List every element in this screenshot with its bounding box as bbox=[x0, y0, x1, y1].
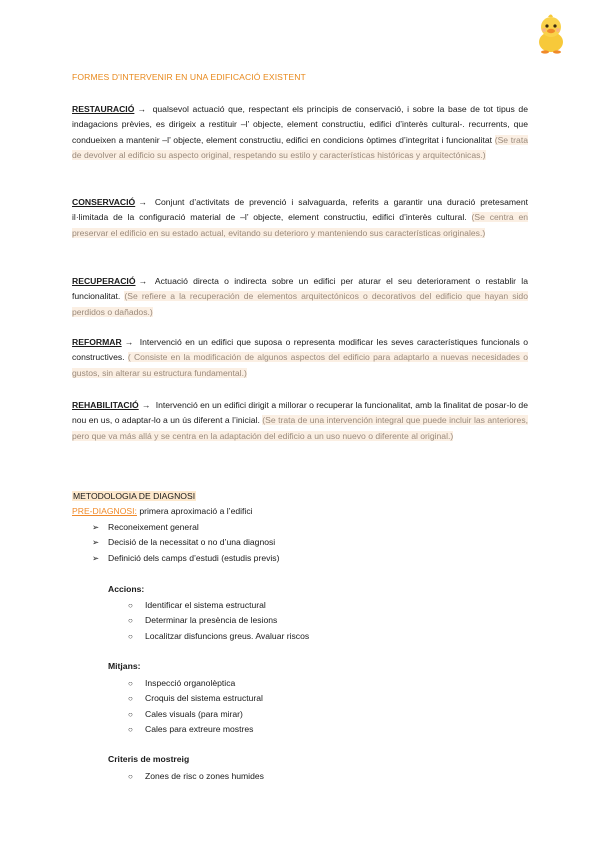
prediagnosi-label: PRE-DIAGNOSI: bbox=[72, 506, 137, 516]
method-title: METODOLOGIA DE DIAGNOSI bbox=[73, 491, 196, 501]
arrow-icon: → bbox=[141, 400, 151, 410]
section-note: (Se centra en preservar el edificio en su estado actual, evitando su deterioro y manteniendo sus características originales.) bbox=[72, 212, 529, 238]
section-note: (Se trata de devolver al edificio su aspecto original, respetando su estilo y características históricas y arquitectónicas.) bbox=[72, 134, 528, 161]
section-term: RESTAURACIÓ bbox=[72, 104, 135, 114]
section-note: (Se trata de una intervención integral que puede incluir las anteriores, pero que va más allá y se centra en la adaptación del edificio a un uso nuevo o diferente al original.) bbox=[72, 415, 528, 441]
circle-bullet-icon: ○ bbox=[128, 679, 133, 688]
section-term: REHABILITACIÓ bbox=[72, 400, 139, 410]
list-item: ➢ Reconeixement general bbox=[92, 520, 279, 535]
list-item: ➢ Decisió de la necessitat o no d’una diagnosi bbox=[92, 535, 279, 550]
section-text: Actuació directa o indirecta sobre un edifici per aturar el seu deteriorament o restablir la funcionalitat. bbox=[72, 276, 528, 302]
list-item: ○ Cales para extreure mostres bbox=[128, 722, 263, 737]
list-item: ○ Localitzar disfuncions greus. Avaluar riscos bbox=[128, 629, 309, 644]
section-rehabilitacio bbox=[72, 398, 528, 444]
section-recuperacio bbox=[72, 274, 528, 320]
arrow-icon: → bbox=[124, 337, 134, 347]
list-item: ○ Croquis del sistema estructural bbox=[128, 691, 263, 706]
section-restauracio bbox=[72, 102, 528, 164]
section-text: Intervenció en un edifici que suposa o representa modificar les seves característiques funcionals o constructives. bbox=[72, 337, 528, 363]
mitjans-list bbox=[128, 676, 263, 738]
arrow-icon: → bbox=[137, 104, 146, 114]
list-item: ➢ Definició dels camps d’estudi (estudis previs) bbox=[92, 551, 279, 566]
list-item: ○ Cales visuals (para mirar) bbox=[128, 707, 263, 722]
bullet-arrow-icon: ➢ bbox=[92, 522, 100, 532]
section-text: qualsevol actuació que, respectant els principis de conservació, i sobre la base de tot tipus de indagacions prèvies, es dirigeix a restituir –l’ objecte, element constructiu, edifici d’interès cultural-. recurrents, que condueixen a mantenir –l’ objecte, element constructiu, edifici en condicions òptimes d’integritat i funcionalitat bbox=[72, 104, 528, 145]
section-term: CONSERVACIÓ bbox=[72, 197, 136, 207]
bullet-arrow-icon: ➢ bbox=[92, 552, 100, 563]
accions-title: Accions: bbox=[108, 584, 145, 594]
circle-bullet-icon: ○ bbox=[128, 772, 133, 781]
section-note: ( Consiste en la modificación de algunos aspectos del edificio para adaptarlo a nuevas necesidades o gustos, sin alterar su estructura fundamental.) bbox=[72, 352, 529, 378]
list-item: ○ Determinar la presència de lesions bbox=[128, 613, 309, 628]
list-item: ○ Zones de risc o zones humides bbox=[128, 769, 264, 784]
section-note: (Se refiere a la recuperación de elementos arquitectónicos o decorativos del edificio que hayan sido perdidos o dañados.) bbox=[72, 291, 528, 317]
circle-bullet-icon: ○ bbox=[128, 694, 133, 704]
section-text: Intervenció en un edifici dirigit a millorar o recuperar la funcionalitat, amb la finalitat de posar-lo de nou en us, o adaptar-lo a un ús diferent a l’inicial. bbox=[72, 400, 528, 426]
prediagnosi-list bbox=[92, 520, 279, 566]
section-reformar bbox=[72, 335, 528, 381]
bullet-arrow-icon: ➢ bbox=[92, 537, 100, 548]
circle-bullet-icon: ○ bbox=[128, 725, 133, 735]
circle-bullet-icon: ○ bbox=[128, 631, 133, 641]
criteris-list bbox=[128, 769, 264, 784]
section-term: REFORMAR bbox=[72, 337, 122, 347]
section-text: Conjunt d’activitats de prevenció i salvaguarda, referits a garantir una duració pretesament il·limitada de la configuració material de –l’ objecte, element constructiu, edifici d’interès cultural. bbox=[72, 197, 529, 223]
circle-bullet-icon: ○ bbox=[128, 601, 133, 610]
section-term: RECUPERACIÓ bbox=[72, 276, 136, 286]
arrow-icon: → bbox=[138, 276, 148, 286]
section-conservacio bbox=[72, 195, 528, 241]
prediagnosi-line bbox=[72, 506, 253, 516]
circle-bullet-icon: ○ bbox=[128, 709, 133, 719]
arrow-icon: → bbox=[138, 197, 147, 207]
duck-icon bbox=[534, 12, 568, 54]
circle-bullet-icon: ○ bbox=[128, 616, 133, 626]
accions-list bbox=[128, 598, 309, 644]
prediagnosi-text: primera aproximació a l’edifici bbox=[139, 506, 253, 516]
criteris-title: Criteris de mostreig bbox=[108, 754, 190, 764]
list-item: ○ Identificar el sistema estructural bbox=[128, 598, 309, 613]
document-title: FORMES D'INTERVENIR EN UNA EDIFICACIÓ EXISTENT bbox=[72, 72, 306, 82]
mitjans-title: Mitjans: bbox=[108, 661, 141, 671]
list-item: ○ Inspecció organolèptica bbox=[128, 676, 263, 691]
